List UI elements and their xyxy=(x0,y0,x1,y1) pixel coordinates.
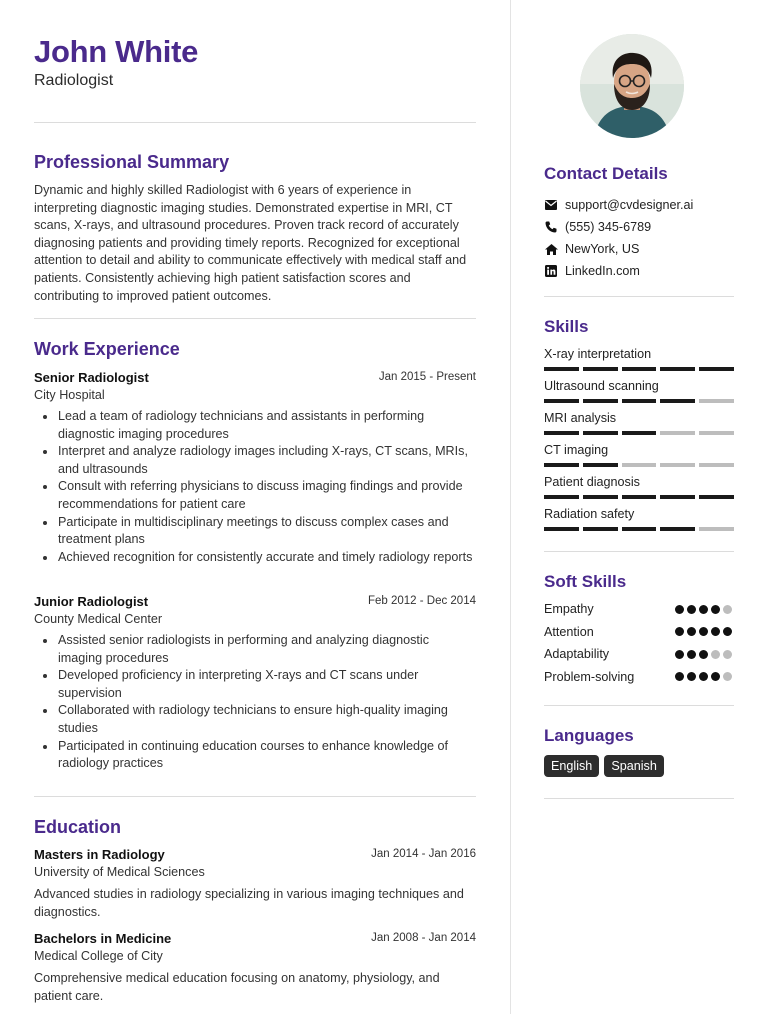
experience-divider xyxy=(34,796,476,797)
contact-phone-text: (555) 345-6789 xyxy=(565,220,652,234)
skill-level-segment xyxy=(660,527,695,531)
skill-level-bar xyxy=(544,463,734,467)
candidate-title: Radiologist xyxy=(34,72,114,89)
skill-level-segment xyxy=(622,367,657,371)
skill-label: CT imaging xyxy=(544,443,609,457)
rating-dot xyxy=(723,650,732,659)
job-organization: County Medical Center xyxy=(34,612,163,626)
skill-level-bar xyxy=(544,527,734,531)
list-item: Consult with referring physicians to discuss imaging findings and provide recommendations for patient care xyxy=(34,478,476,513)
rating-dot xyxy=(723,605,732,614)
skill-item xyxy=(544,507,734,531)
header-divider xyxy=(34,122,476,123)
rating-dot xyxy=(699,672,708,681)
education-dates: Jan 2014 - Jan 2016 xyxy=(371,848,476,860)
job-header xyxy=(34,370,476,402)
skill-label: Radiation safety xyxy=(544,507,635,521)
education-degree: Bachelors in Medicine xyxy=(34,931,172,946)
education-degree: Masters in Radiology xyxy=(34,847,165,862)
avatar xyxy=(580,34,684,138)
soft-skill-label: Adaptability xyxy=(544,647,610,661)
skill-level-segment xyxy=(660,399,695,403)
skill-level-bar xyxy=(544,495,734,499)
profile-photo xyxy=(580,34,684,138)
skill-level-segment xyxy=(699,399,734,403)
rating-dot xyxy=(699,650,708,659)
skills-heading: Skills xyxy=(544,317,589,336)
skill-level-segment xyxy=(583,399,618,403)
job-dates: Feb 2012 - Dec 2014 xyxy=(367,595,476,607)
soft-skill-item xyxy=(544,602,734,616)
job-role: Junior Radiologist xyxy=(34,594,149,609)
rating-dot xyxy=(687,627,696,636)
languages-heading: Languages xyxy=(544,726,634,745)
skill-level-segment xyxy=(699,367,734,371)
rating-dot xyxy=(711,672,720,681)
skill-item xyxy=(544,347,734,371)
skill-item xyxy=(544,475,734,499)
candidate-name: John White xyxy=(34,34,199,69)
rating-dot xyxy=(723,672,732,681)
skill-level-segment xyxy=(699,527,734,531)
envelope-icon xyxy=(544,198,558,212)
contact-linkedin-text: LinkedIn.com xyxy=(565,264,640,278)
rating-dot xyxy=(675,650,684,659)
contact-location-text: NewYork, US xyxy=(565,242,640,256)
rating-dot xyxy=(711,605,720,614)
skill-level-segment xyxy=(544,367,579,371)
job-role: Senior Radiologist xyxy=(34,370,149,385)
skill-level-segment xyxy=(544,527,579,531)
contact-email[interactable] xyxy=(544,198,693,212)
soft-skill-rating xyxy=(675,605,732,614)
list-item: Developed proficiency in interpreting X-rays and CT scans under supervision xyxy=(34,667,476,702)
soft-skill-label: Empathy xyxy=(544,602,594,616)
skill-label: Ultrasound scanning xyxy=(544,379,659,393)
rating-dot xyxy=(675,627,684,636)
education-header xyxy=(34,931,476,963)
soft-skills-divider xyxy=(544,705,734,706)
rating-dot xyxy=(699,627,708,636)
rating-dot xyxy=(711,650,720,659)
languages-divider xyxy=(544,798,734,799)
language-badge: English xyxy=(544,755,599,777)
rating-dot xyxy=(687,672,696,681)
skill-level-segment xyxy=(583,527,618,531)
skill-level-segment xyxy=(622,399,657,403)
skill-level-segment xyxy=(583,431,618,435)
skills-divider xyxy=(544,551,734,552)
languages-list xyxy=(544,755,664,777)
job-bullets xyxy=(34,408,476,566)
contact-phone[interactable] xyxy=(544,220,651,234)
skill-level-segment xyxy=(622,463,657,467)
skill-level-segment xyxy=(622,495,657,499)
skill-level-segment xyxy=(544,463,579,467)
skill-level-segment xyxy=(544,495,579,499)
education-heading: Education xyxy=(34,817,122,837)
rating-dot xyxy=(675,672,684,681)
education-description: Advanced studies in radiology specializing in various imaging techniques and diagnostics. xyxy=(34,887,464,919)
phone-icon xyxy=(544,220,558,234)
skill-level-segment xyxy=(660,463,695,467)
skill-level-segment xyxy=(660,431,695,435)
contact-divider xyxy=(544,296,734,297)
skill-level-segment xyxy=(622,431,657,435)
education-header xyxy=(34,847,476,879)
skill-item xyxy=(544,443,734,467)
skill-level-segment xyxy=(583,367,618,371)
skill-label: X-ray interpretation xyxy=(544,347,652,361)
job-organization: City Hospital xyxy=(34,388,105,402)
skill-level-bar xyxy=(544,399,734,403)
contact-email-text: support@cvdesigner.ai xyxy=(565,198,694,212)
rating-dot xyxy=(723,627,732,636)
rating-dot xyxy=(687,650,696,659)
skill-level-segment xyxy=(699,431,734,435)
education-school: Medical College of City xyxy=(34,949,163,963)
soft-skill-label: Problem-solving xyxy=(544,669,635,684)
skill-level-segment xyxy=(699,463,734,467)
skill-level-segment xyxy=(583,463,618,467)
rating-dot xyxy=(675,605,684,614)
list-item: Participate in multidisciplinary meetings to discuss complex cases and treatment plans xyxy=(34,514,476,549)
education-description: Comprehensive medical education focusing on anatomy, physiology, and patient care. xyxy=(34,971,440,1003)
list-item: Assisted senior radiologists in performing and analyzing diagnostic imaging procedures xyxy=(34,632,476,667)
linkedin-icon xyxy=(544,264,558,278)
soft-skill-item xyxy=(544,647,734,661)
soft-skill-item xyxy=(544,625,734,639)
summary-text: Dynamic and highly skilled Radiologist with 6 years of experience in interpreting diagnostic imaging studies. Demonstrated expertise in MRI, CT scans, X-rays, and ultrasound procedures. Proven track record of accurately diagnosing patients and providing timely reports. Recognized for exceptional attention to detail and ability to communicate effectively with medical staff and patients. Consistently achieving high patient satisfaction scores and contributing to improved patient outcomes. xyxy=(34,183,467,303)
skill-level-segment xyxy=(544,431,579,435)
contact-linkedin[interactable] xyxy=(544,264,640,278)
list-item: Lead a team of radiology technicians and assistants in performing diagnostic imaging procedures xyxy=(34,408,476,443)
column-divider xyxy=(510,0,511,1014)
skill-level-segment xyxy=(660,495,695,499)
skill-level-bar xyxy=(544,431,734,435)
soft-skill-rating xyxy=(675,672,732,681)
skill-level-segment xyxy=(660,367,695,371)
soft-skill-item xyxy=(544,670,734,684)
soft-skill-rating xyxy=(675,627,732,636)
rating-dot xyxy=(699,605,708,614)
list-item: Achieved recognition for consistently accurate and timely radiology reports xyxy=(34,549,476,567)
skill-label: Patient diagnosis xyxy=(544,475,640,489)
soft-skill-label: Attention xyxy=(544,624,594,639)
soft-skill-rating xyxy=(675,650,732,659)
skill-item xyxy=(544,411,734,435)
soft-skills-heading: Soft Skills xyxy=(544,572,627,591)
skill-level-bar xyxy=(544,367,734,371)
job-bullets xyxy=(34,632,476,773)
language-badge: Spanish xyxy=(604,755,664,777)
skill-level-segment xyxy=(544,399,579,403)
list-item: Participated in continuing education courses to enhance knowledge of radiology practices xyxy=(34,738,476,773)
rating-dot xyxy=(687,605,696,614)
job-dates: Jan 2015 - Present xyxy=(378,371,476,383)
contact-location xyxy=(544,242,639,256)
skill-level-segment xyxy=(622,527,657,531)
list-item: Interpret and analyze radiology images including X-rays, CT scans, MRIs, and ultrasounds xyxy=(34,443,476,478)
education-dates: Jan 2008 - Jan 2014 xyxy=(371,932,476,944)
summary-heading: Professional Summary xyxy=(34,152,230,172)
skill-level-segment xyxy=(699,495,734,499)
skill-label: MRI analysis xyxy=(544,411,617,425)
education-school: University of Medical Sciences xyxy=(34,865,205,879)
contact-heading: Contact Details xyxy=(544,164,668,183)
experience-heading: Work Experience xyxy=(34,339,180,359)
skill-item xyxy=(544,379,734,403)
rating-dot xyxy=(711,627,720,636)
home-icon xyxy=(544,242,558,256)
skill-level-segment xyxy=(583,495,618,499)
summary-divider xyxy=(34,318,476,319)
list-item: Collaborated with radiology technicians to ensure high-quality imaging studies xyxy=(34,702,476,737)
job-header xyxy=(34,594,476,626)
